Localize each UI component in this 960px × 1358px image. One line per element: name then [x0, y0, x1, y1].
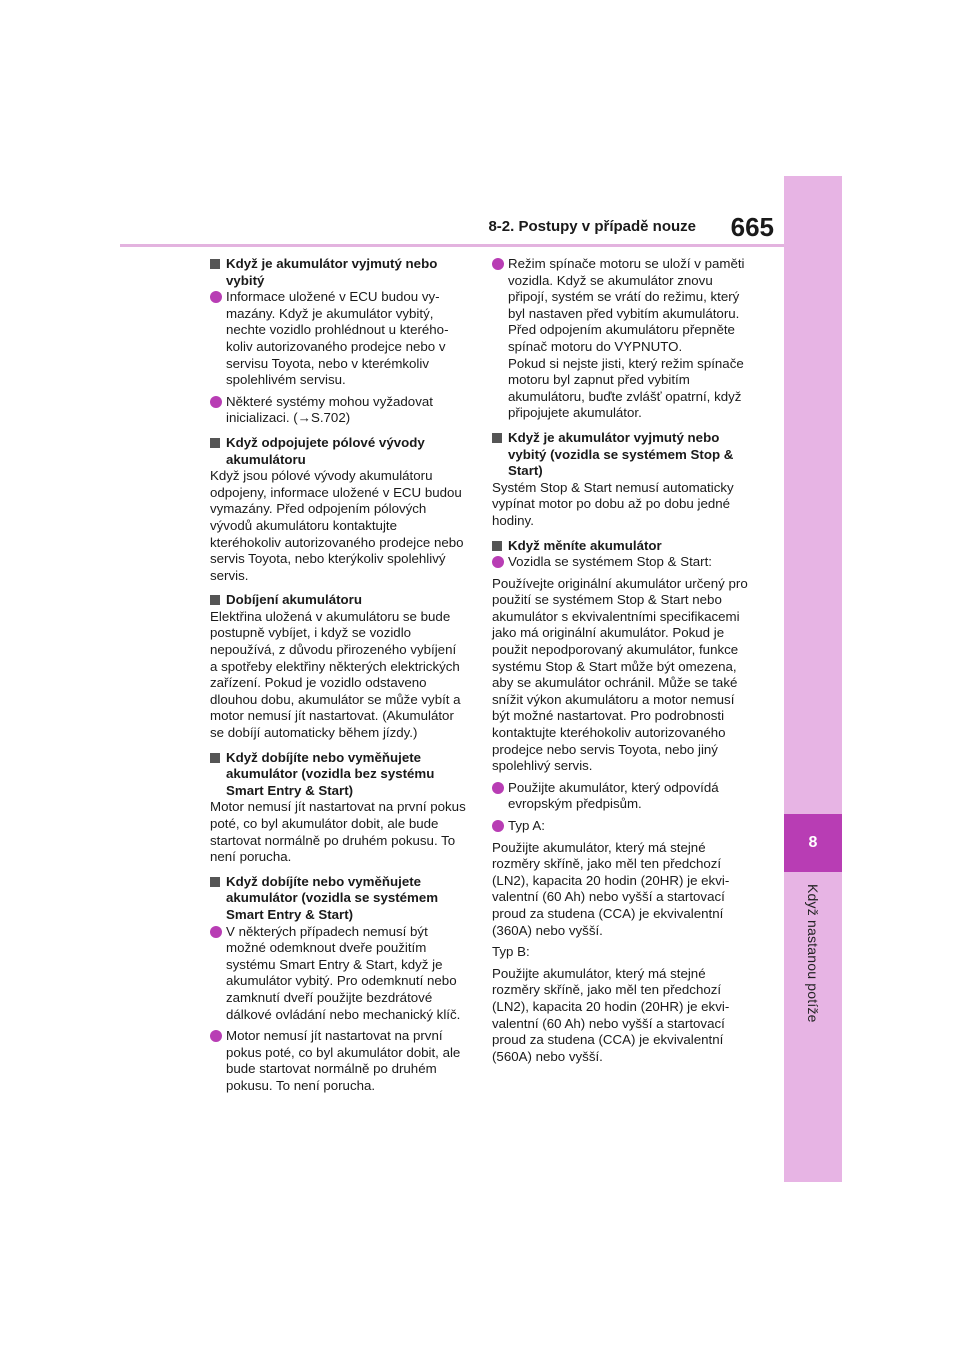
section-heading: Když měníte akumulátor	[492, 538, 748, 555]
header-divider	[120, 244, 784, 247]
section-recharge-smart-entry	[210, 874, 466, 1095]
page-number: 665	[730, 212, 774, 242]
paragraph: Použijte akumulátor, který má stejné rozměry skříně, jako měl ten předchozí (LN2), kapacita 20 hodin (20HR) je ekvivalentní (60 Ah) nebo vyšší a startovací proud za studena (CCA) je ekvivalentní (360A) nebo vyšší.	[492, 839, 730, 938]
paragraph: Systém Stop & Start nemusí automaticky vypínat motor po dobu až po dobu jedné hodiny.	[492, 479, 734, 528]
paragraph: Typ B:	[492, 944, 530, 960]
chapter-label-container	[783, 884, 843, 1034]
section-charging	[210, 592, 466, 741]
section-heading: Když je akumulátor vyjmutý nebo vybitý (vozidla se systémem Stop & Start)	[492, 430, 748, 480]
paragraph: Používejte originální akumulátor určený pro použití se systémem Stop & Start nebo akumulátor s ekvivalentními specifikacemi jako má originální akumulátor. Pokud je použit nepodporovaný akumulátor, funkce systému Stop & Start může být omezena, aby se akumulátor ochránil. Může se také snížit výkon akumulátoru a motor nemusí být možné nastartovat. Pro podrobnosti kontaktujte kteréhokoliv autorizovaného prodejce nebo servis Toyota, nebo jiný spolehlivý servis.	[492, 575, 748, 774]
section-stop-start-battery	[492, 430, 748, 530]
right-column	[492, 256, 748, 1073]
page-header	[120, 212, 784, 246]
section-battery-removed	[210, 256, 466, 427]
section-title: 8-2. Postupy v případě nouze	[488, 218, 696, 235]
bullet-item: Informace uložené v ECU budou vymazány. Když je akumulátor vybitý, nechte vozidlo prohlédnout u kteréhokoliv autorizovaného prodejce nebo v servisu Toyota, nebo v kterémkoliv spolehlivém servisu.	[210, 289, 466, 389]
bullet-item: Motor nemusí jít nastartovat na první pokus poté, co byl akumulátor dobit, ale bude startovat normálně po druhém pokusu. To není porucha.	[210, 1028, 466, 1094]
bullet-item	[492, 256, 748, 422]
section-heading: Dobíjení akumulátoru	[210, 592, 466, 609]
paragraph: Elektřina uložená v akumulátoru se bude postupně vybíjet, i když se vozidlo nepoužívá, z důvodu přirozeného vybíjení a spotřeby elektřiny některých elektrických zařízení. Pokud je vozidlo odstaveno dlouhou dobu, akumulátor se může vybít a motor nemusí jít nastartovat. (Akumulátor se dobíjí automaticky během jízdy.)	[210, 608, 461, 741]
section-replacing-battery	[492, 538, 748, 1066]
bullet-text: Pokud si nejste jisti, který režim spínače motoru byl zapnut před vybitím akumulátoru, buďte zvlášť opatrní, když připojujete akumulátor.	[508, 355, 744, 421]
bullet-item: Některé systémy mohou vyžadovat inicializaci. (→S.702)	[210, 394, 466, 427]
section-engine-switch-mode	[492, 256, 748, 422]
paragraph: Když jsou pólové vývody akumulátoru odpojeny, informace uložené v ECU budou vymazány. Před odpojením pólových vývodů akumulátoru kontaktujte kteréhokoliv autorizovaného prodejce nebo servis Toyota, nebo kterýkoliv spolehlivý servis.	[210, 468, 464, 583]
bullet-item: Vozidla se systémem Stop & Start:	[492, 554, 748, 571]
chapter-label: Když nastanou potíže	[805, 884, 821, 1023]
section-heading: Když dobíjíte nebo vyměňujete akumulátor (vozidla se systémem Smart Entry & Start)	[210, 874, 466, 924]
bullet-text: Režim spínače motoru se uloží v paměti vozidla. Když se akumulátor znovu připojí, systém se vrátí do režimu, který byl nastaven před vybitím akumulátoru. Před odpojením akumulátoru přepněte spínač motoru do VYPNUTO.	[508, 256, 745, 354]
section-heading: Když dobíjíte nebo vyměňujete akumulátor (vozidla bez systému Smart Entry & Start)	[210, 750, 466, 800]
bullet-item: Použijte akumulátor, který odpovídá evropským předpisům.	[492, 780, 748, 813]
section-disconnecting-terminals	[210, 435, 466, 584]
chapter-number-badge	[784, 814, 842, 872]
left-column	[210, 256, 466, 1103]
section-heading: Když odpojujete pólové vývody akumulátoru	[210, 435, 466, 468]
chapter-number: 8	[808, 834, 818, 851]
section-recharge-no-smart-entry	[210, 750, 466, 866]
paragraph: Motor nemusí jít nastartovat na první pokus poté, co byl akumulátor dobit, ale bude startovat normálně po druhém pokusu. To není porucha.	[210, 799, 466, 865]
paragraph: Použijte akumulátor, který má stejné rozměry skříně, jako měl ten předchozí (LN2), kapacita 20 hodin (20HR) je ekvivalentní (60 Ah) nebo vyšší a startovací proud za studena (CCA) je ekvivalentní (560A) nebo vyšší.	[492, 965, 730, 1064]
section-heading: Když je akumulátor vyjmutý nebo vybitý	[210, 256, 466, 289]
bullet-item: V některých případech nemusí být možné odemknout dveře použitím systému Smart Entry & Start, když je akumulátor vybitý. Pro odemknutí nebo zamknutí dveří použijte bezdrátové dálkové ovládání nebo mechanický klíč.	[210, 924, 466, 1024]
bullet-item: Typ A:	[492, 818, 748, 835]
